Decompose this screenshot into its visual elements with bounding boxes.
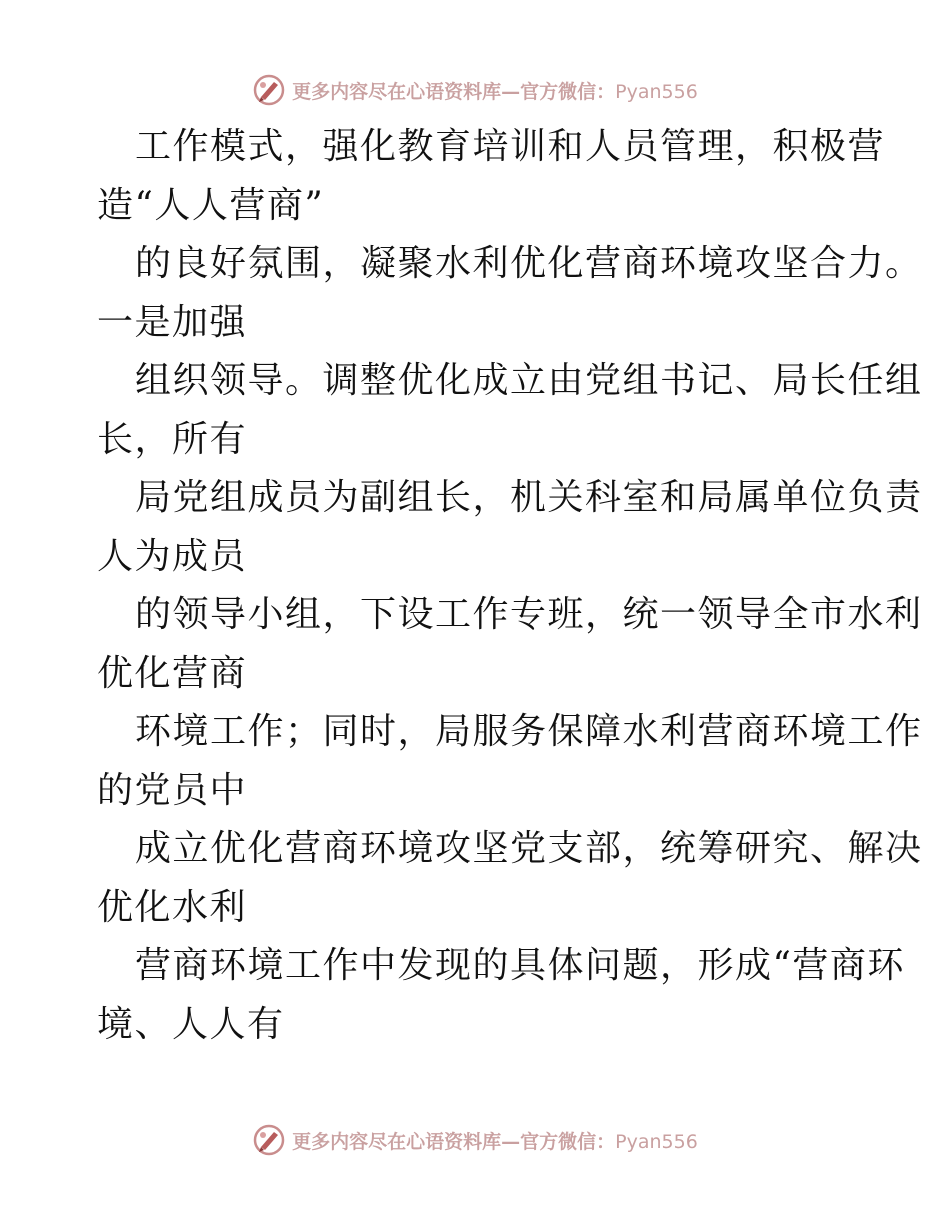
header-watermark <box>0 70 950 110</box>
body-line: 的良好氛围，凝聚水利优化营商环境攻坚合力。 <box>135 243 923 284</box>
body-line: 一是加强 <box>97 301 248 343</box>
watermark-text <box>292 77 698 104</box>
body-line: 造“人人营商” <box>97 184 325 226</box>
document-body <box>97 118 923 1054</box>
body-line: 的党员中 <box>97 769 248 811</box>
body-line: 成立优化营商环境攻坚党支部，统筹研究、解决 <box>135 828 923 869</box>
body-line: 组织领导。调整优化成立由党组书记、局长任组 <box>135 360 923 401</box>
body-line: 局党组成员为副组长，机关科室和局属单位负责 <box>135 477 923 518</box>
watermark-wechat-id: Pyan556 <box>615 80 698 103</box>
body-line: 优化营商 <box>97 652 248 694</box>
watermark-site-text: 更多内容尽在心语资料库—官方微信： <box>292 1130 616 1153</box>
body-line: 境、人人有 <box>97 1003 285 1045</box>
body-line: 环境工作；同时，局服务保障水利营商环境工作 <box>135 711 923 752</box>
body-line: 的领导小组，下设工作专班，统一领导全市水利 <box>135 594 923 635</box>
body-line: 长，所有 <box>97 418 248 460</box>
pen-logo-icon <box>252 73 286 107</box>
watermark-text <box>292 1127 698 1154</box>
footer-watermark <box>0 1120 950 1160</box>
body-line: 营商环境工作中发现的具体问题，形成“营商环 <box>135 945 905 986</box>
body-line: 优化水利 <box>97 886 248 928</box>
pen-logo-icon <box>252 1123 286 1157</box>
body-line: 工作模式，强化教育培训和人员管理，积极营 <box>135 126 886 167</box>
watermark-wechat-id: Pyan556 <box>615 1130 698 1153</box>
body-line: 人为成员 <box>97 535 248 577</box>
watermark-site-text: 更多内容尽在心语资料库—官方微信： <box>292 80 616 103</box>
